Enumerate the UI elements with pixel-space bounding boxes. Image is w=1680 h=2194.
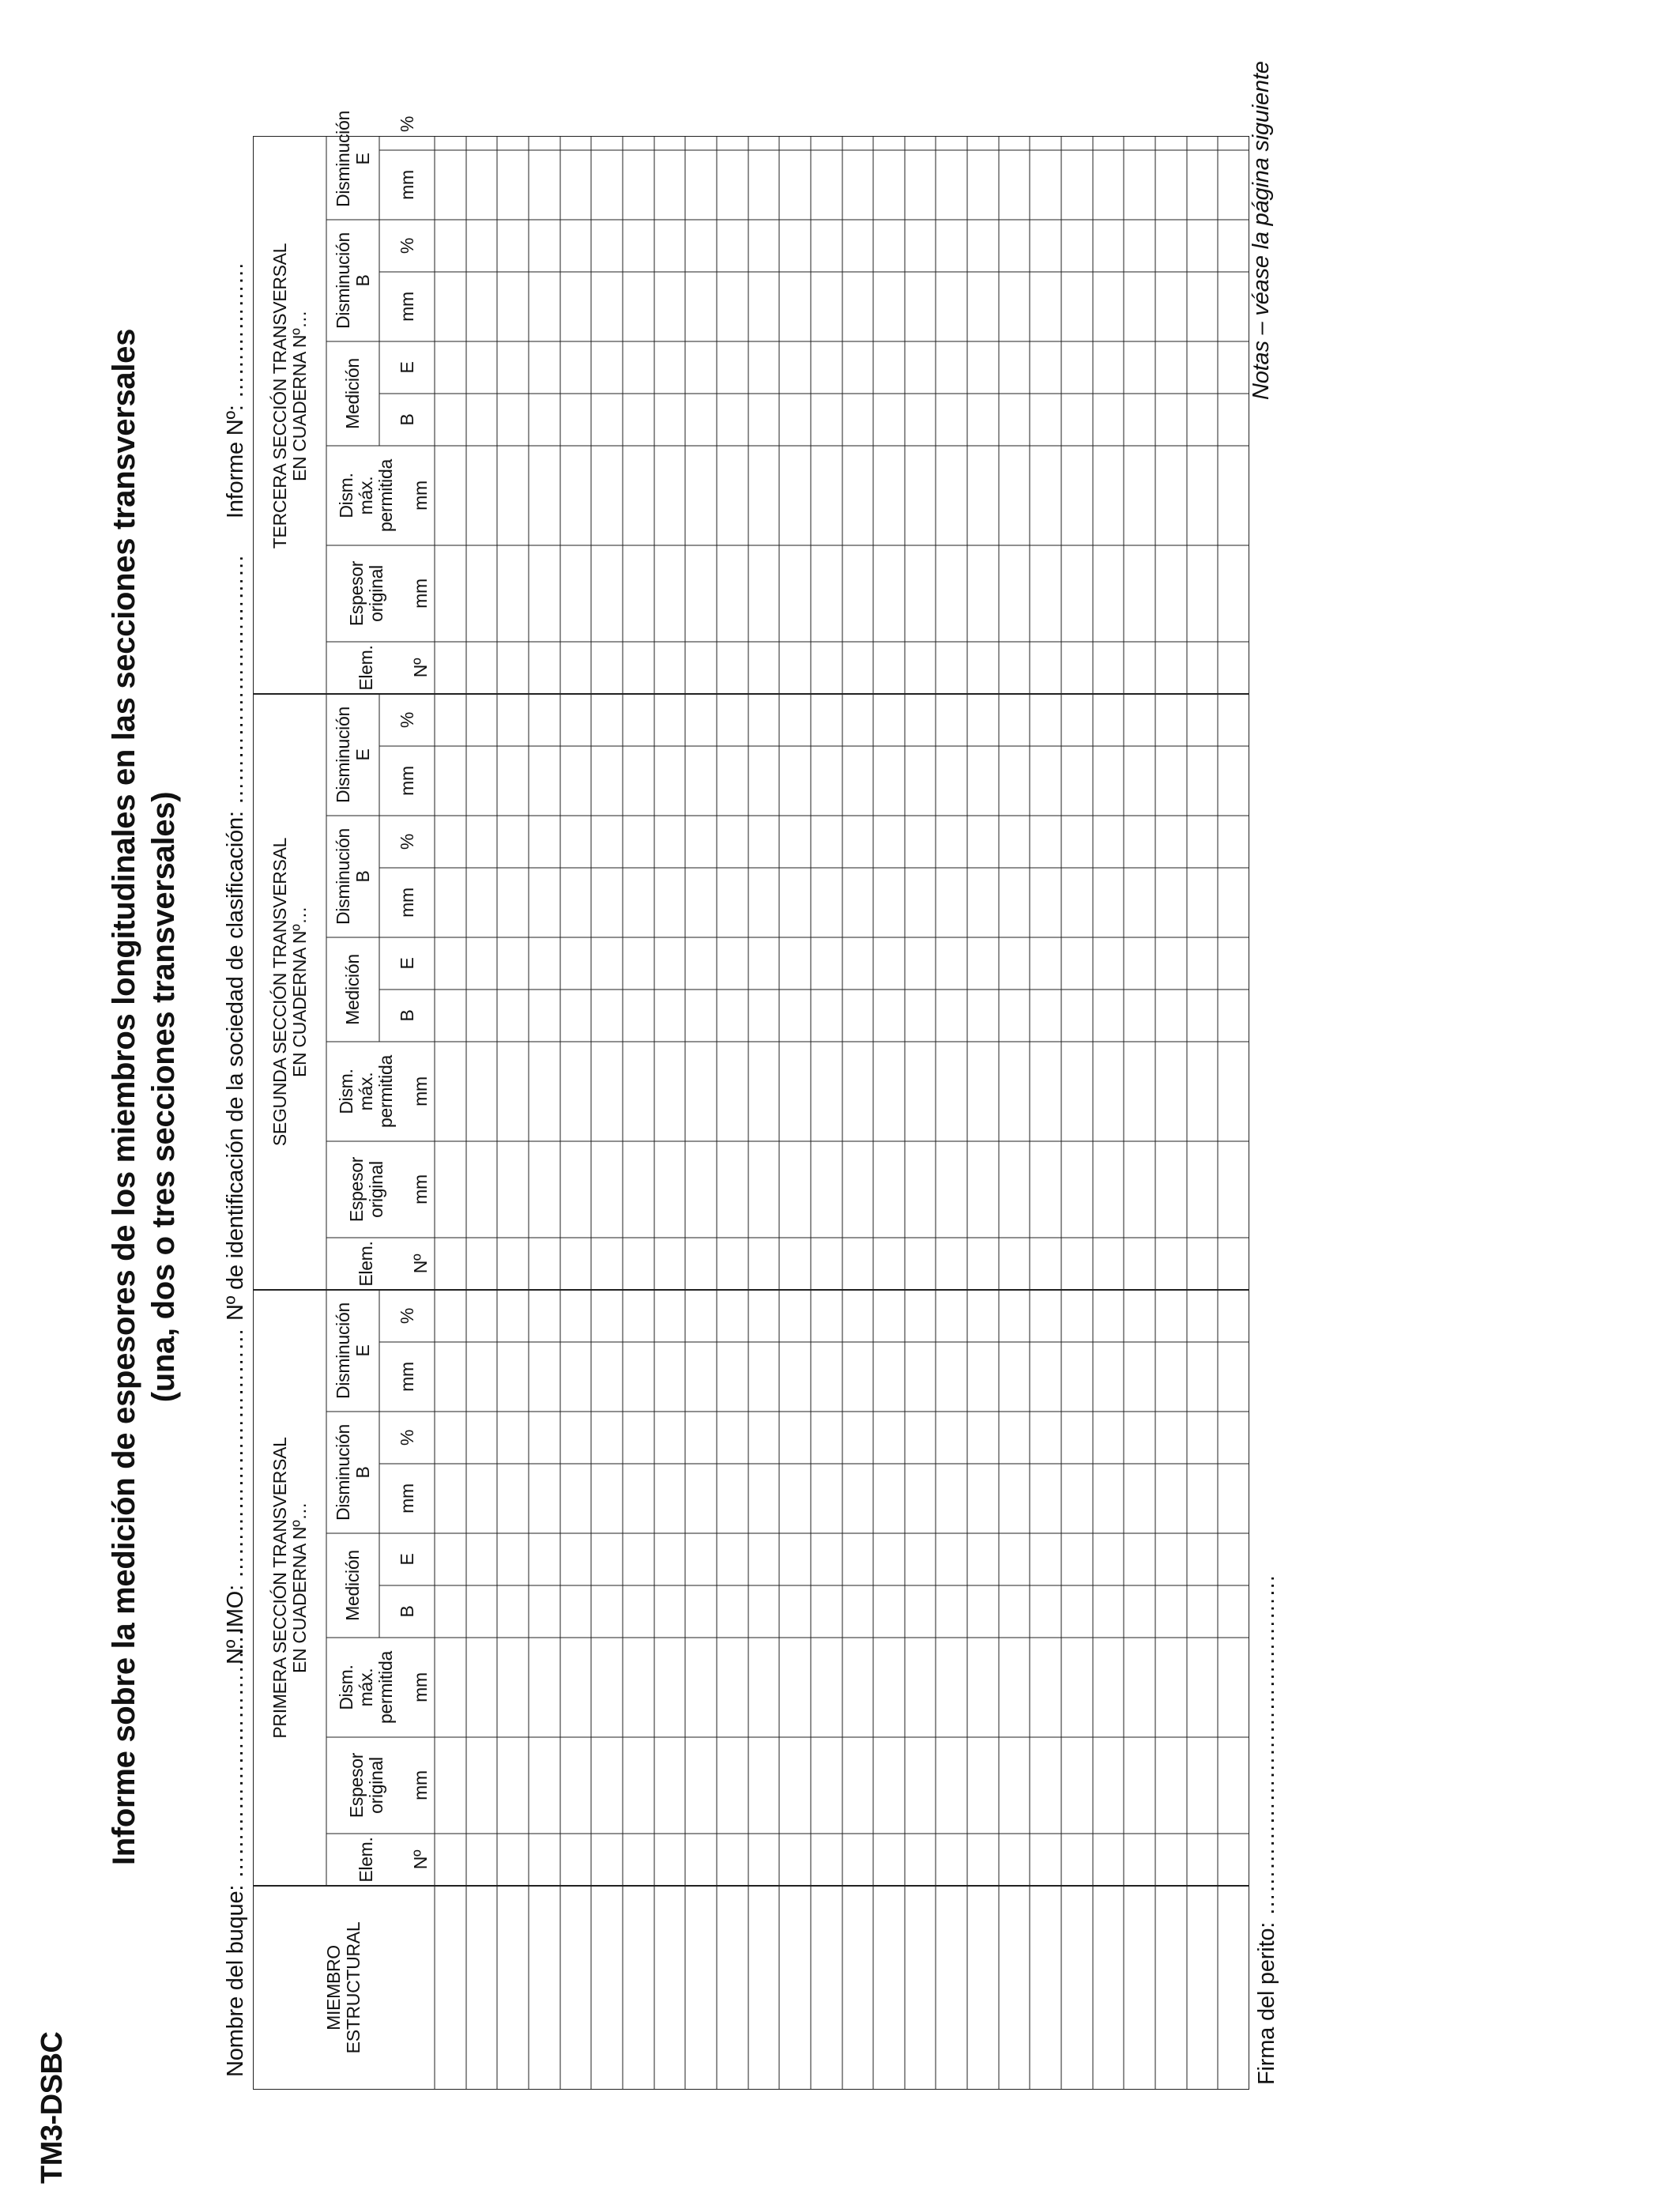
unit-percent: %	[396, 115, 417, 133]
classification-id-field[interactable]: Nº de identificación de la sociedad de clasificación: ……………………………	[223, 554, 248, 1321]
unit-percent: %	[396, 1429, 417, 1446]
unit-mm: mm	[396, 1483, 417, 1514]
reduction-e-header: Disminución E	[332, 707, 373, 803]
unit-e: E	[396, 957, 417, 970]
unit-percent: %	[396, 833, 417, 850]
section-title-1: PRIMERA SECCIÓN TRANSVERSAL EN CUADERNA Nº…	[269, 1437, 310, 1739]
unit-b: B	[396, 413, 417, 426]
unit-mm: mm	[409, 481, 431, 511]
imo-number-field[interactable]: Nº IMO: ……………………………	[223, 1328, 248, 1664]
unit-percent: %	[396, 711, 417, 729]
report-number-field[interactable]: Informe Nº: ………………	[223, 262, 248, 518]
reduction-b-header: Disminución B	[332, 232, 373, 329]
max-reduction-header: Dism. máx. permitida	[336, 1651, 396, 1724]
unit-percent: %	[396, 1307, 417, 1325]
max-reduction-header: Dism. máx. permitida	[336, 1055, 396, 1128]
reduction-b-header: Disminución B	[332, 1424, 373, 1521]
member-column-header: MIEMBRO ESTRUCTURAL	[323, 1921, 363, 2054]
reduction-b-header: Disminución B	[332, 828, 373, 925]
document-code: TM3-DSBC	[36, 2031, 69, 2184]
thickness-measurement-table	[253, 111, 1249, 2090]
reduction-e-header: Disminución E	[332, 1302, 373, 1399]
unit-mm: mm	[396, 888, 417, 918]
max-reduction-header: Dism. máx. permitida	[336, 459, 396, 532]
measurement-header: Medición	[342, 1550, 363, 1621]
unit-mm: mm	[396, 292, 417, 322]
unit-mm: mm	[409, 1076, 431, 1106]
report-subtitle: (una, dos o tres secciones transversales)	[146, 791, 181, 1403]
notes-reference: Notas – véase la página siguiente	[1249, 61, 1274, 400]
measurement-header: Medición	[342, 358, 363, 429]
original-thickness-header: Espesor original	[345, 1752, 386, 1819]
section-title-2: SEGUNDA SECCIÓN TRANSVERSAL EN CUADERNA Nº…	[269, 837, 310, 1147]
unit-mm: mm	[409, 579, 431, 609]
section-title-3: TERCERA SECCIÓN TRANSVERSAL EN CUADERNA Nº…	[269, 243, 310, 549]
element-header: Elem.	[356, 1241, 377, 1287]
reduction-e-header: Disminución E	[332, 111, 373, 207]
element-header: Elem.	[356, 1837, 377, 1883]
unit-mm: mm	[409, 1770, 431, 1800]
unit-e: E	[396, 361, 417, 374]
original-thickness-header: Espesor original	[345, 1156, 386, 1223]
element-header: Elem.	[356, 645, 377, 691]
original-thickness-header: Espesor original	[345, 560, 386, 627]
ship-name-field[interactable]: Nombre del buque: ……………………………	[223, 1628, 248, 2077]
unit-number: Nº	[409, 1253, 431, 1274]
unit-mm: mm	[409, 1672, 431, 1702]
unit-number: Nº	[409, 1849, 431, 1870]
unit-e: E	[396, 1553, 417, 1566]
unit-mm: mm	[396, 1362, 417, 1392]
unit-mm: mm	[396, 170, 417, 200]
unit-mm: mm	[409, 1174, 431, 1204]
unit-number: Nº	[409, 658, 431, 678]
unit-percent: %	[396, 237, 417, 254]
surveyor-signature-field[interactable]: Firma del perito: ………………………………………	[1254, 1574, 1279, 2085]
measurement-header: Medición	[342, 954, 363, 1025]
unit-b: B	[396, 1605, 417, 1618]
unit-mm: mm	[396, 766, 417, 796]
unit-b: B	[396, 1009, 417, 1022]
report-title: Informe sobre la medición de espesores de los miembros longitudinales en las secciones transversales	[107, 328, 141, 1866]
